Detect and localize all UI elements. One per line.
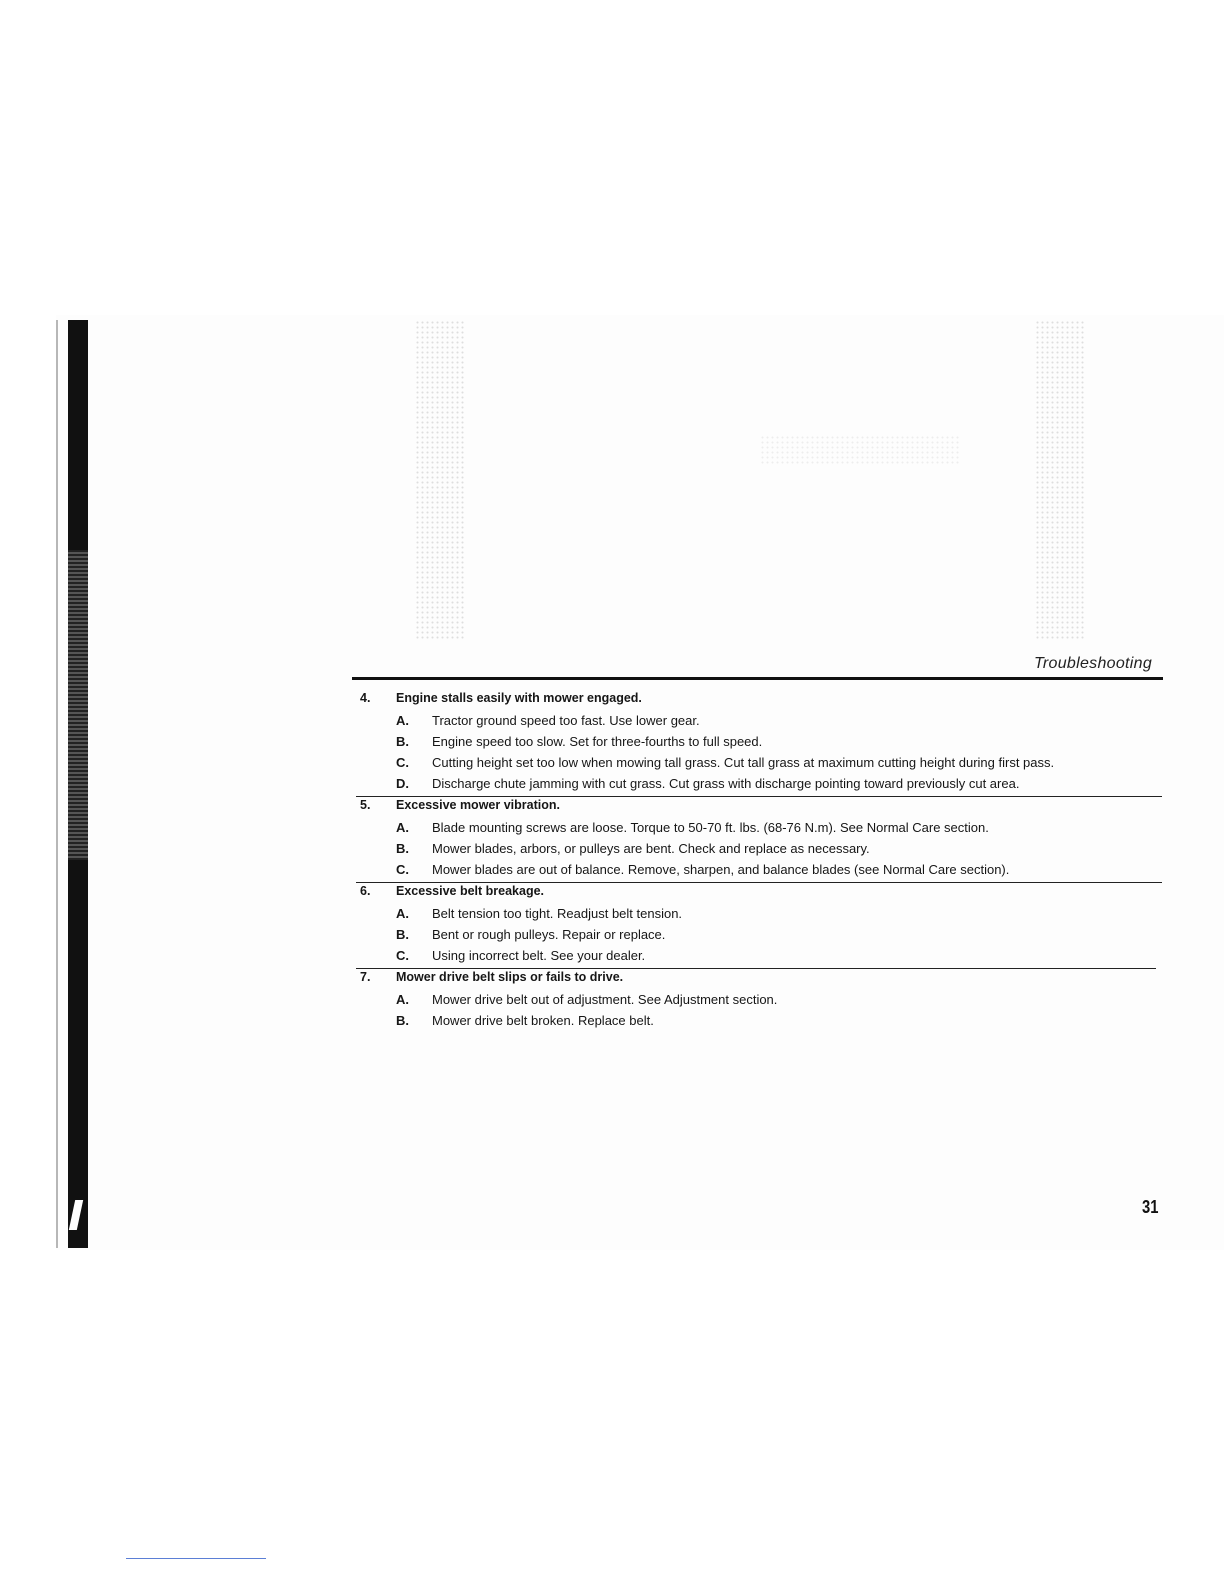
cause-text: Tractor ground speed too fast. Use lower gear. xyxy=(432,713,700,728)
page-edge xyxy=(56,320,58,1248)
binding-texture xyxy=(68,550,88,860)
cause-text: Belt tension too tight. Readjust belt tension. xyxy=(432,906,683,921)
cause-text: Blade mounting screws are loose. Torque to 50-70 ft. lbs. (68-76 N.m). See Normal Care section. xyxy=(432,820,989,835)
binding-notch xyxy=(69,1200,83,1230)
cause-letter: C. xyxy=(396,948,409,963)
cause-letter: A. xyxy=(396,906,409,921)
problem-number: 6. xyxy=(360,884,371,898)
scan-noise xyxy=(415,320,465,640)
cause-letter: B. xyxy=(396,841,409,856)
section-header: Troubleshooting xyxy=(1034,655,1153,672)
problem-item xyxy=(356,796,1162,883)
cause-letter: A. xyxy=(396,820,409,835)
cause-text: Engine speed too slow. Set for three-fourths to full speed. xyxy=(432,734,763,749)
problem-title: Engine stalls easily with mower engaged. xyxy=(396,691,642,705)
cause-item xyxy=(356,924,1156,945)
page-number: 31 xyxy=(1142,1197,1159,1217)
cause-letter: B. xyxy=(396,1013,409,1028)
cause-item xyxy=(356,752,1162,773)
problem-item xyxy=(356,968,1162,1034)
cause-letter: B. xyxy=(396,734,409,749)
cause-item xyxy=(356,838,1162,859)
cause-text: Mower drive belt broken. Replace belt. xyxy=(432,1013,654,1028)
cause-letter: A. xyxy=(396,713,409,728)
scan-noise xyxy=(1035,320,1085,640)
cause-text: Cutting height set too low when mowing tall grass. Cut tall grass at maximum cutting height during first pass. xyxy=(432,755,1055,770)
problem-item xyxy=(356,882,1156,969)
cause-item xyxy=(356,731,1162,752)
cause-text: Mower blades, arbors, or pulleys are bent. Check and replace as necessary. xyxy=(432,841,870,856)
cause-item xyxy=(356,710,1162,731)
problem-item xyxy=(356,689,1162,797)
cause-item xyxy=(356,773,1162,794)
cause-item xyxy=(356,945,1156,966)
cause-letter: B. xyxy=(396,927,409,942)
problem-heading xyxy=(356,968,1162,989)
cause-text: Using incorrect belt. See your dealer. xyxy=(432,948,646,963)
problem-number: 7. xyxy=(360,970,371,984)
cause-item xyxy=(356,1010,1162,1031)
problem-heading xyxy=(356,689,1162,710)
problem-title: Mower drive belt slips or fails to drive. xyxy=(396,970,624,984)
cause-item xyxy=(356,903,1156,924)
problem-number: 4. xyxy=(360,691,371,705)
scan-noise xyxy=(760,435,960,465)
cause-item xyxy=(356,859,1162,880)
cause-text: Discharge chute jamming with cut grass. Cut grass with discharge pointing toward previously cut area. xyxy=(432,776,1020,791)
problem-heading xyxy=(356,796,1162,817)
cause-letter: A. xyxy=(396,992,409,1007)
cause-text: Mower blades are out of balance. Remove, sharpen, and balance blades (see Normal Care section). xyxy=(432,862,1010,877)
cause-text: Mower drive belt out of adjustment. See Adjustment section. xyxy=(432,992,778,1007)
problem-title: Excessive mower vibration. xyxy=(396,798,560,812)
cause-item xyxy=(356,817,1162,838)
cause-letter: D. xyxy=(396,776,409,791)
cause-item xyxy=(356,989,1162,1010)
problem-number: 5. xyxy=(360,798,371,812)
footer-rule xyxy=(126,1558,266,1559)
binding-strip xyxy=(68,320,88,1248)
cause-letter: C. xyxy=(396,755,409,770)
cause-letter: C. xyxy=(396,862,409,877)
problem-title: Excessive belt breakage. xyxy=(396,884,545,898)
cause-text: Bent or rough pulleys. Repair or replace. xyxy=(432,927,666,942)
header-rule xyxy=(352,677,1163,680)
problem-heading xyxy=(356,882,1156,903)
